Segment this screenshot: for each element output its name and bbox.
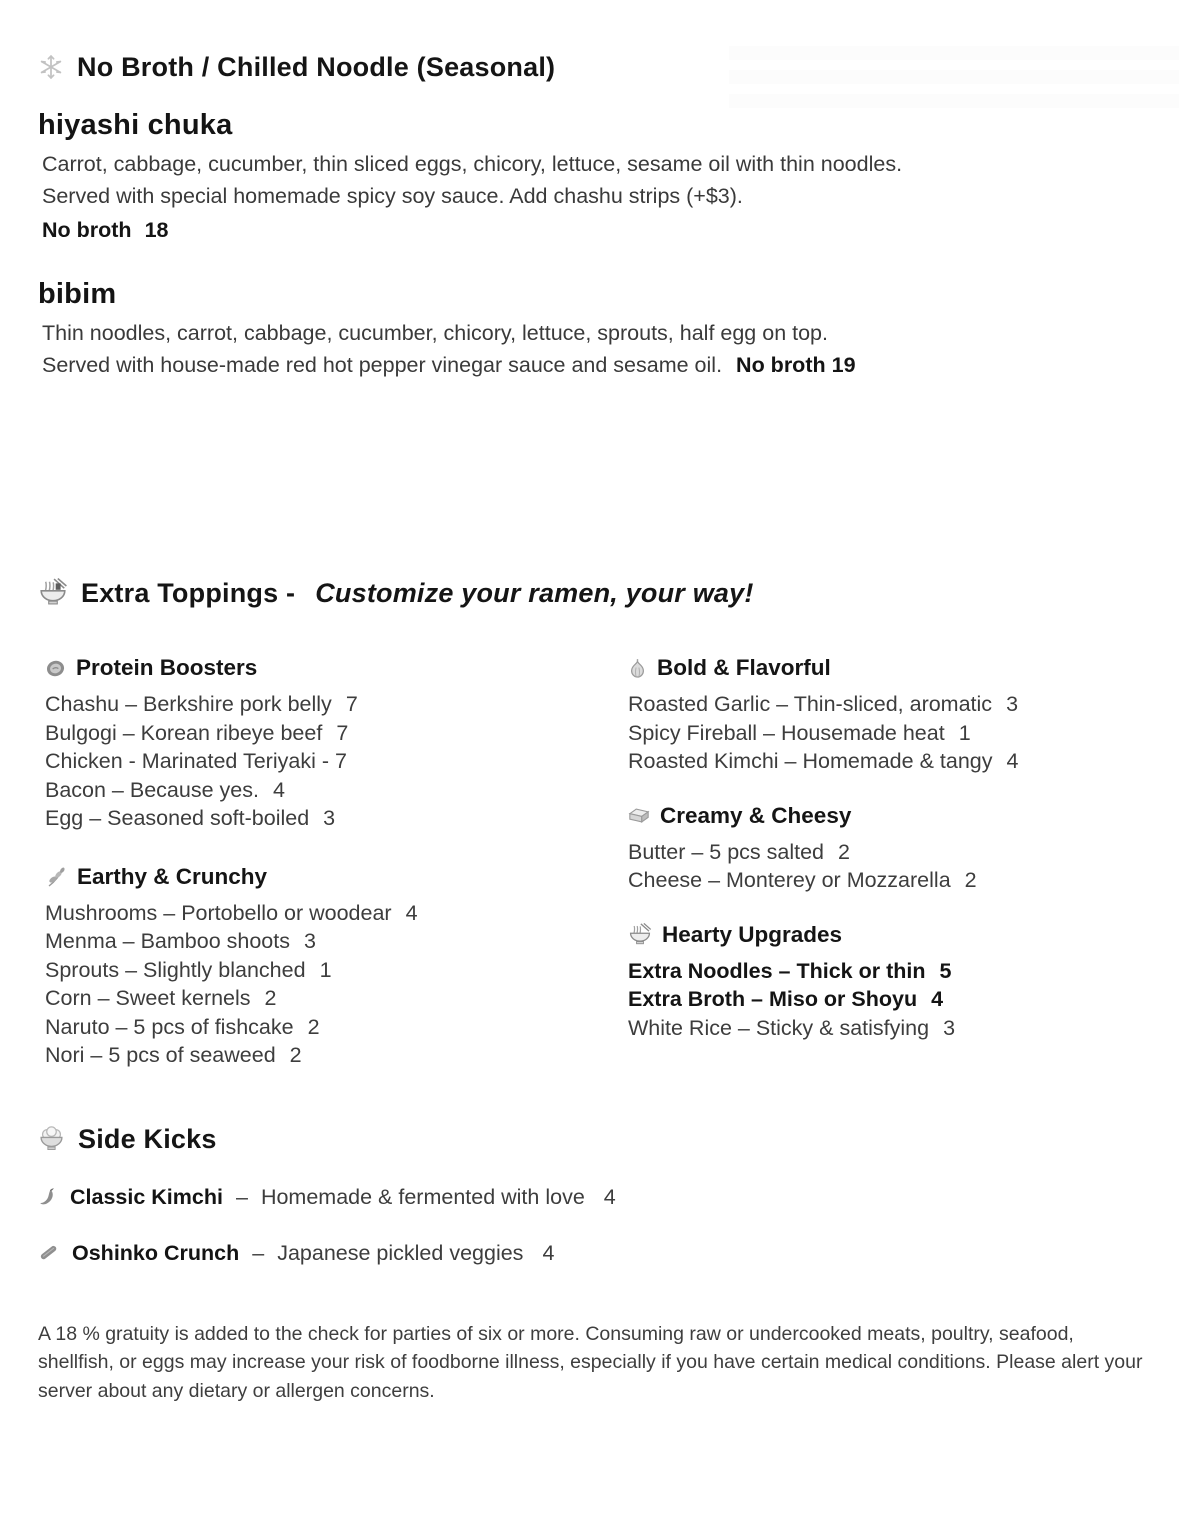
topping-item [628,1014,1149,1043]
dish-name: bibim [38,278,117,310]
topping-price: 4 [405,900,418,925]
dish-desc-line: Carrot, cabbage, cucumber, thin sliced eggs, chicory, lettuce, sesame oil with thin noodles. [42,152,903,176]
side-kicks-heading-text: Side Kicks [78,1123,217,1154]
topping-item [45,927,628,956]
topping-item [628,985,1149,1014]
topping-price: 2 [964,868,977,892]
topping-label: Roasted Garlic – Thin-sliced, aromatic [628,692,993,716]
topping-price: 2 [838,839,850,864]
topping-item [628,838,1149,867]
topping-label: Extra Noodles – Thick or thin [628,958,926,983]
topping-item [45,899,628,928]
price-value: 19 [831,353,856,377]
side-item-desc: Homemade & fermented with love [260,1184,585,1209]
dish-price [42,215,1149,245]
extra-toppings-heading-text: Extra Toppings - [81,578,296,608]
dish-desc-line [42,349,1149,381]
topping-label: Nori – 5 pcs of seaweed [45,1043,276,1067]
topping-label: White Rice – Sticky & satisfying [628,1015,930,1040]
topping-label: Chashu – Berkshire pork belly [45,692,332,716]
section-side-kicks [38,1122,1149,1268]
side-item-classic-kimchi [38,1182,1149,1212]
gratuity-disclaimer: A 18 % gratuity is added to the check for parties of six or more. Consuming raw or undercooked meats, poultry, seafood, shellfish, or eggs may increase your risk of foodborne illness, especially if you have certain medical conditions. Please alert your server about any dietary or allergen concerns. [38,1322,1143,1402]
topping-price: 7 [334,749,347,773]
topping-price: 2 [307,1014,320,1039]
side-item-price: 4 [542,1240,555,1265]
topping-label: Chicken - Marinated Teriyaki - [45,749,329,773]
topping-price: 5 [939,958,952,983]
group-heading-text: Creamy & Cheesy [660,802,852,828]
topping-label: Cheese – Monterey or Mozzarella [628,868,951,892]
side-item-price: 4 [603,1184,616,1209]
topping-item [45,1013,628,1042]
meat-icon [45,658,66,679]
side-kicks-heading [38,1122,1149,1156]
dish-bibim [38,277,1149,381]
topping-item [45,804,628,833]
toppings-column-right [628,654,1149,1100]
topping-item [628,719,1149,748]
group-heading-text: Earthy & Crunchy [77,863,268,889]
topping-price: 2 [289,1043,302,1067]
topping-item [628,690,1149,719]
toppings-columns [38,654,1149,1100]
chili-pepper-icon [38,1186,57,1207]
price-value: 18 [144,218,169,242]
topping-item [628,957,1149,986]
topping-price: 4 [1006,749,1019,773]
topping-price: 3 [943,1015,956,1040]
topping-price: 4 [931,987,944,1011]
herb-icon [45,866,67,888]
group-heading [628,654,1149,682]
topping-item [628,866,1149,895]
snowflake-icon [38,54,64,80]
section-extra-toppings [38,576,1149,1100]
topping-price: 1 [958,720,971,745]
topping-label: Egg – Seasoned soft-boiled [45,806,310,830]
dish-name: hiyashi chuka [38,109,233,141]
butter-icon [628,807,650,824]
no-broth-heading [38,50,1149,84]
topping-price: 3 [304,929,316,953]
topping-price: 3 [323,806,336,830]
dish-desc-line: Thin noodles, carrot, cabbage, cucumber, chicory, lettuce, sprouts, half egg on top. [42,321,828,345]
side-item-separator: – [235,1184,248,1209]
dish-hiyashi-chuka [38,108,1149,245]
ramen-bowl-icon [38,578,68,608]
group-heading-text: Hearty Upgrades [662,921,843,947]
group-creamy-cheesy [628,802,1149,895]
group-heading [628,802,1149,830]
group-heading [628,921,1149,949]
topping-item [45,690,628,719]
topping-price: 7 [345,692,358,716]
topping-label: Mushrooms – Portobello or woodear [45,900,392,925]
topping-price: 7 [336,720,349,745]
topping-item [45,719,628,748]
side-item-name: Oshinko Crunch [72,1240,240,1265]
topping-label: Menma – Bamboo shoots [45,929,290,953]
garlic-icon [628,658,647,679]
dish-desc-text: Served with house-made red hot pepper vinegar sauce and sesame oil. [42,353,723,377]
rice-bowl-icon [38,1126,65,1151]
topping-price: 3 [1006,692,1019,716]
topping-label: Naruto – 5 pcs of fishcake [45,1014,294,1039]
group-heading-text: Bold & Flavorful [657,655,831,680]
group-protein-boosters [45,654,628,833]
side-item-separator: – [252,1240,265,1265]
topping-item [628,747,1149,776]
extra-toppings-heading-italic: Customize your ramen, your way! [315,578,754,608]
topping-item [45,984,628,1013]
no-broth-heading-text: No Broth / Chilled Noodle (Seasonal) [77,52,556,82]
group-heading [45,654,628,682]
topping-label: Sprouts – Slightly blanched [45,957,306,982]
toppings-column-left [38,654,628,1100]
topping-label: Roasted Kimchi – Homemade & tangy [628,749,993,773]
side-item-desc: Japanese pickled veggies [277,1240,524,1265]
topping-price: 4 [272,777,285,802]
dish-desc-line: Served with special homemade spicy soy sauce. Add chashu strips (+$3). [42,184,743,208]
group-hearty-upgrades [628,921,1149,1043]
side-item-oshinko-crunch [38,1238,1149,1268]
topping-item [45,1041,628,1070]
group-heading-text: Protein Boosters [76,655,258,680]
topping-price: 2 [264,986,277,1010]
section-no-broth [38,50,1149,381]
dish-description [42,148,1149,212]
side-item-name: Classic Kimchi [70,1184,223,1209]
topping-label: Bacon – Because yes. [45,777,259,802]
price-label: No broth [736,353,826,377]
cucumber-icon [38,1242,59,1263]
topping-label: Corn – Sweet kernels [45,986,251,1010]
price-label: No broth [42,218,132,242]
extra-toppings-heading [38,576,1149,610]
topping-label: Spicy Fireball – Housemade heat [628,720,945,745]
group-bold-flavorful [628,654,1149,776]
topping-label: Bulgogi – Korean ribeye beef [45,720,323,745]
topping-item [45,776,628,805]
ramen-bowl-icon [628,923,652,947]
topping-item [45,747,628,776]
topping-price: 1 [319,957,332,982]
topping-label: Extra Broth – Miso or Shoyu [628,987,918,1011]
topping-item [45,956,628,985]
topping-label: Butter – 5 pcs salted [628,839,824,864]
dish-description [42,317,1149,381]
group-earthy-crunchy [45,863,628,1070]
dish-price [736,353,855,377]
group-heading [45,863,628,891]
